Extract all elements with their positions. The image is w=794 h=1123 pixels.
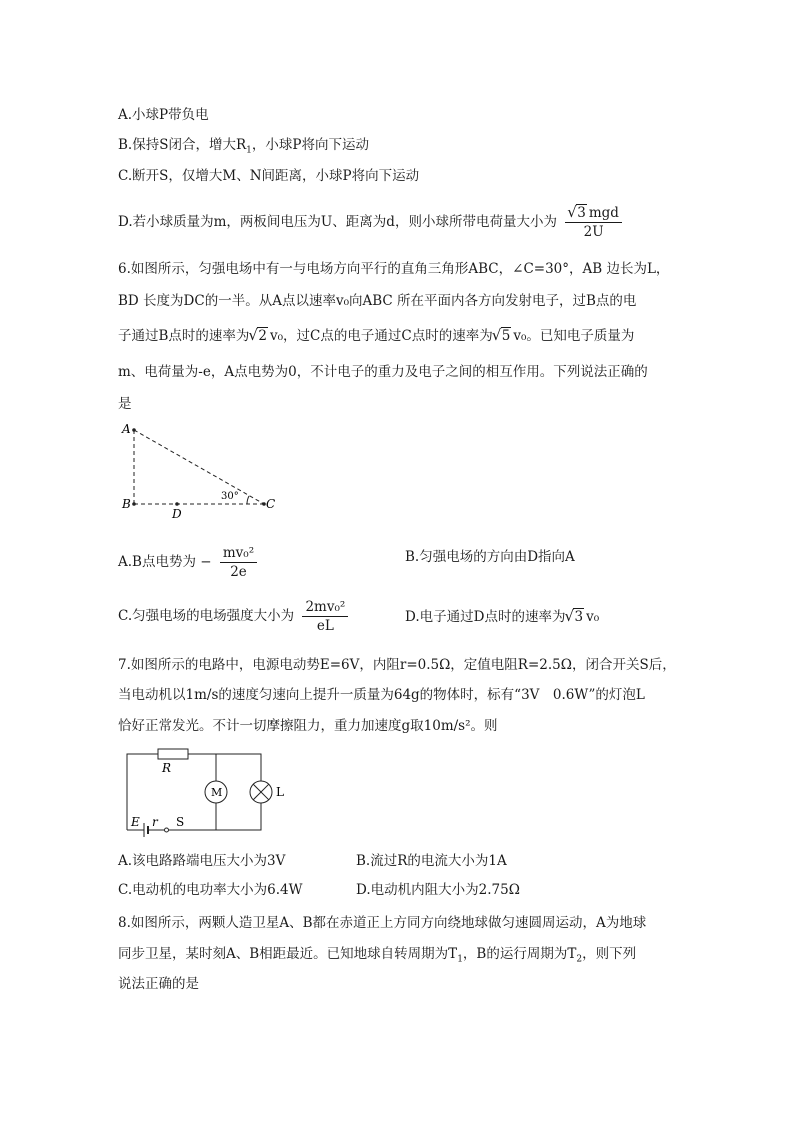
q8-stem-line-3: 说法正确的是 (118, 976, 199, 992)
q7-option-c: C.电动机的电功率大小为6.4W (118, 882, 303, 898)
q7-option-d: D.电动机内阻大小为2.75Ω (356, 882, 520, 898)
q6-stem-line-2: BD 长度为DC的一半。从A点以速率v₀向ABC 所在平面内各方向发射电子，过B点的电 (118, 293, 637, 309)
q7-stem-line-1: 7.如图所示的电路中，电源电动势E=6V，内阻r=0.5Ω，定值电阻R=2.5Ω，闭合开关S后， (118, 657, 676, 673)
q6-label-d: D (172, 507, 182, 521)
q7-label-s: S (176, 815, 185, 829)
q6-stem-line-4: m、电荷量为-e，A点电势为0，不计电子的重力及电子之间的相互作用。下列说法正确的 (118, 364, 648, 380)
q6-stem-line-1: 6.如图所示，匀强电场中有一与电场方向平行的直角三角形ABC，∠C=30°，AB 边长为L， (118, 261, 670, 277)
q7-label-e: E (131, 815, 140, 829)
q6-option-b: B.匀强电场的方向由D指向A (405, 549, 575, 565)
q7-circuit-figure (120, 742, 295, 842)
q7-stem-line-2: 当电动机以1m/s的速度匀速向上提升一质量为64g的物体时，标有“3V 0.6W”的灯泡L (118, 687, 645, 703)
q8-stem-line-1: 8.如图所示，两颗人造卫星A、B都在赤道正上方同方向绕地球做匀速圆周运动，A为地球 (118, 915, 647, 931)
q7-switch (165, 828, 169, 832)
q6-label-a: A (122, 422, 131, 436)
q7-option-b: B.流过R的电流大小为1A (356, 853, 507, 869)
q6-triangle-figure (114, 418, 284, 522)
q5-option-b: B.保持S闭合，增大$R_1$，小球P将向下运动 (118, 137, 369, 156)
q5-option-a: A.小球P带负电 (118, 107, 209, 123)
q6-angle-label: 30° (221, 491, 239, 502)
q7-option-a: A.该电路路端电压大小为3V (118, 853, 286, 869)
q6-stem-line-3: 子通过B点时的速率为√ 2 v₀，过C点的电子通过C点时的速率为√ 5 v₀。已知电子质量为 (118, 326, 634, 346)
q6-c-fraction: $\frac{\text{2mv₀²}}{eL}$ (302, 598, 348, 635)
q6-option-c: C.匀强电场的电场强度大小为 $\frac{\text{2mv₀²}}{eL}$ (118, 598, 348, 635)
q6-stem-line-5: 是 (118, 396, 132, 412)
q7-label-l: L (276, 785, 284, 799)
q7-label-r-resistor: R (162, 761, 172, 775)
q8-stem-line-2: 同步卫星，某时刻A、B相距最近。已知地球自转周期为$T_1$，B的运行周期为$T_2$，则下列 (118, 946, 637, 965)
q6-label-c: C (266, 497, 276, 511)
q6-label-b: B (122, 497, 131, 511)
q6-a-fraction: $\frac{\text{mv₀²}}{2e}$ (220, 544, 257, 581)
q5-option-c: C.断开S，仅增大M、N间距离，小球P将向下运动 (118, 168, 420, 184)
q6-option-a: A.B点电势为 − $\frac{\text{mv₀²}}{2e}$ (118, 544, 257, 581)
q7-resistor (158, 749, 188, 759)
q5-option-d: D.若小球质量为m，两板间电压为U、距离为d，则小球所带电荷量大小为 √ $\frac{\text{3 mgd}}{2U}$ (118, 204, 622, 241)
q7-stem-line-3: 恰好正常发光。不计一切摩擦阻力，重力加速度g取10m/s²。则 (118, 718, 498, 734)
q7-label-r-internal: r (152, 815, 158, 829)
q5-d-fraction: √ $\frac{\text{3 mgd}}{2U}$ (565, 204, 622, 241)
q6-option-d: D.电子通过D点时的速率为√ 3 v₀ (405, 607, 599, 627)
q7-label-m: M (211, 786, 223, 799)
